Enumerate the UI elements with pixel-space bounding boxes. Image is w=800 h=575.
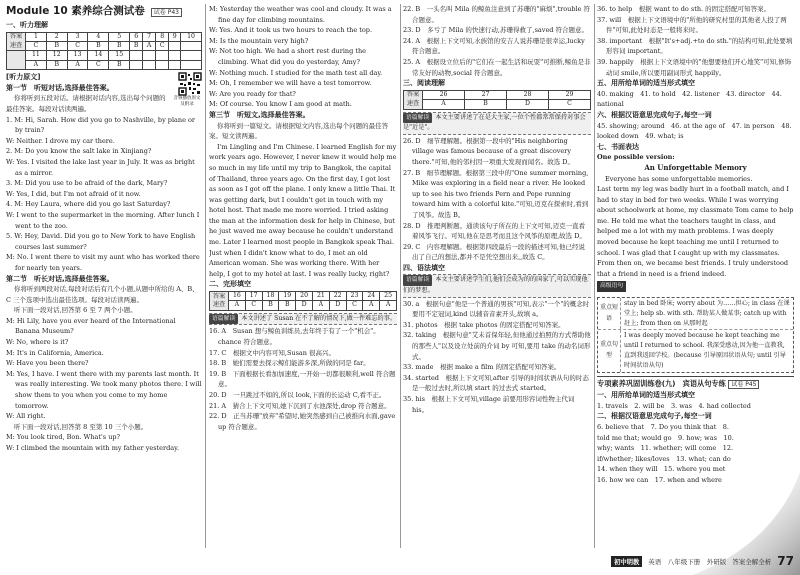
qnum: 3 [67, 32, 88, 41]
dialogue-line: W: All right. [6, 412, 46, 421]
part3-title: 第三节 听短文,选择最佳答案。 [209, 110, 310, 119]
qnum: 10 [181, 32, 202, 41]
dialogue-line: W: No, where is it? [6, 338, 69, 347]
answer-explanation: 31. photos 根据 take photos 的固定搭配可知答案。 [403, 320, 565, 329]
qnum: 28 [507, 90, 549, 99]
dialogue-line: M: Hi Lily, have you ever heard of the International Banana Museum? [6, 316, 176, 336]
qnum: 21 [312, 292, 329, 301]
answer-table-label: 答案速查 [210, 292, 229, 311]
tip-label: 语篇解读 [209, 314, 238, 325]
answer-explanation: 39. happily 根据上下文语境中的"他想要他们开心地笑"可知,修饰动词 smile,所以要用副词形式 happily。 [597, 57, 792, 77]
qnum: 15 [109, 51, 130, 60]
module-title [6, 4, 202, 20]
answer-explanation: 29. C 内容理解题。根据第四段最后一段的描述可知,他已经说出了自己的想法,都并不是凭空想出来,,故选 C。 [403, 242, 585, 262]
phrase-box [597, 297, 794, 373]
dialogue-line: W: Yes, I did, but I'm not afraid of it now. [6, 189, 141, 198]
qnum: 24 [363, 292, 380, 301]
part2-title: 第二节 听长对话,选择最佳答案。 [6, 274, 114, 283]
phrase-value: stay in bed 卧床; worry about 为……担心; in class 在课堂上; help sb. with sth. 帮助某人做某事; catch up with 赶上; from then on 从那时起 [624, 300, 790, 327]
column-2 [209, 4, 397, 550]
listening-script-title: [听力原文] [6, 73, 41, 82]
qnum: 22 [329, 292, 346, 301]
answer-cell: C [26, 42, 47, 51]
column-4 [597, 4, 794, 550]
part3-desc: 你将听到一篇短文。请根据短文内容,选出每个问题的最佳答案。短文读两遍。 [209, 121, 389, 141]
dialogue-line: 3. M: Did you use to be afraid of the dark, Mary? [6, 179, 168, 188]
column-divider [400, 4, 401, 548]
page-number: 77 [777, 554, 794, 568]
qnum: 7 [143, 32, 156, 41]
qnum: 5 [109, 32, 130, 41]
special-ref: 试卷 P45 [728, 380, 759, 389]
answer-cell: C [549, 100, 591, 109]
qnum: 17 [245, 292, 262, 301]
module-title-text: Module 10 素养综合测试卷 [6, 5, 145, 17]
answer-explanation: 22. D 正当苏珊"放弃"希望时,她突然感到自己被推向水面,gave up 符合题意。 [209, 412, 396, 431]
tip-text: 本文讲述了 Susan 在不了解的情况下,做一件难忘的事。 [241, 314, 397, 322]
essay-title: An Unforgettable Memory [644, 162, 747, 172]
answer-explanation: 34. started 根据上下文可知,after 引导的时间状语从句的时态是一般过去时,所以填 start 的过去式 started。 [403, 373, 589, 393]
answer-table-label: 答案速查 [7, 32, 26, 51]
qnum: 19 [279, 292, 296, 301]
dialogue-line: 4. M: Hey Laura, where did you go last Saturday? [6, 200, 171, 209]
passage-tip [209, 313, 397, 326]
answer-cell: A [312, 301, 329, 310]
answer-cell: B [279, 301, 296, 310]
complete-sentences-answers: 45. showing; around 46. at the age of 47. in person 48. looked down 49. what; is [597, 121, 792, 141]
qnum: 26 [423, 90, 465, 99]
dialogue-line: W: I went to the supermarket in the morning. After lunch I went to the zoo. [6, 210, 200, 230]
dialogue-line: M: Yesterday the weather was cool and cloudy. It was a fine day for climbing mountains. [209, 5, 392, 24]
answer-cell: C [67, 42, 88, 51]
part2-sub: 听下面一段对话,回答第 6 至 7 两个小题。 [14, 306, 137, 315]
dialogue-line: M: Oh, I remember we will have a test tomorrow. [209, 79, 372, 88]
answer-explanation: 32. taking 根据句意"艾未首保年轻,但他通过拍照的方式帮助他的那些人"以及设立处前的介词 by 可知,要用 take 的动名词形式。 [403, 331, 591, 361]
qnum: 16 [229, 292, 246, 301]
qnum: 1 [26, 32, 47, 41]
dialogue-line: 听下面一段对话,回答第 8 至第 10 三个小题。 [14, 422, 148, 431]
answer-cell: A [67, 60, 88, 69]
answer-cell: B [46, 42, 67, 51]
dialogue-line: M: No. I went there to visit my aunt who has worked there for nearly ten years. [6, 253, 200, 272]
phrase-row [598, 330, 793, 371]
tip-text: 本文主要讲述学生们,他们会成为的的国家了,可以实现他们的梦想。 [403, 276, 588, 295]
answer-cell: B [88, 42, 109, 51]
phrase-row [598, 298, 793, 330]
answer-table-3 [403, 90, 591, 110]
dialogue-line: M: Yes, I have. I went there with my parents last month. It was really interesting. We took many photos there. I will show them to you when you come to my home tomorrow. [6, 369, 202, 410]
special-section-1: 一、用所给单词的适当形式填空 [597, 391, 695, 400]
dialogue-line: W: Yes. And it took us two hours to reach the top. [209, 26, 373, 35]
answer-cell: D [329, 301, 346, 310]
qr-code-icon[interactable] [178, 72, 202, 96]
answer-cell: B [262, 301, 279, 310]
answer-explanation: 20. D 一旦跳过不如的,所以 look,下面的长运动 C,看不正。 [209, 391, 386, 399]
qnum: 12 [46, 51, 67, 60]
answer-cell: B [109, 60, 130, 69]
dialogue-line: W: Neither. I drove my car there. [6, 136, 115, 145]
answer-explanation: 25. A 根据设立位后的"它们在一起生活和玩耍"可推断,鲸鱼是非常友好的动物,social 符合题意。 [403, 57, 591, 77]
tip-text: 本文主要讲述了在是大主家,一位个性都常常保持对事会是"近是"。 [403, 113, 586, 132]
answer-explanation: 16. A Susan 想与鲸鱼训练员,去年终于有了一个"机会"。chance 符合题意。 [209, 327, 380, 347]
qnum: 18 [262, 292, 279, 301]
passage-tip [403, 274, 591, 297]
answer-cell: B [46, 60, 67, 69]
version-label: One possible version: [597, 153, 675, 162]
section-listening: 一、听力理解 [6, 21, 48, 29]
footer-brand: 初中明教 [611, 556, 642, 567]
special-title [597, 376, 794, 391]
section-grammar: 四、语法填空 [403, 263, 445, 272]
answer-explanation: 36. to help 根据 want to do sth. 的固定搭配可知答案。 [597, 5, 771, 13]
passage-tip [403, 112, 591, 135]
answer-cell: A [26, 60, 47, 69]
column-divider [594, 4, 595, 548]
page-footer [594, 553, 794, 569]
answer-cell: B [130, 42, 143, 51]
phrase-key: 重点短语 [598, 298, 621, 329]
answer-explanation: 22. B 一头名叫 Mila 的鲸鱼注意到了苏珊的"麻烦",trouble 符合题意。 [403, 5, 591, 24]
answer-cell: C [88, 60, 109, 69]
answer-table-label: 答案速查 [404, 90, 423, 109]
column-3 [403, 4, 591, 550]
phrase-key: 重点句型 [598, 330, 621, 371]
section-writing: 七、书面表达 [597, 142, 639, 151]
dialogue-line: W: Nothing much. I studied for the math test all day. [209, 68, 383, 77]
dialogue-line: W: Yes. I visited the lake last year in July. It was as bright as a mirror. [6, 157, 195, 177]
column-divider [205, 4, 206, 548]
answer-cell: C [346, 301, 363, 310]
phrase-value: I was deeply moved because he kept teaching me until I returned to school. 我深受感动,因为他一直教我,直到我返回学校。(because 引导原因状语从句; until 引导时间状语从句) [624, 332, 786, 369]
answer-table-label [7, 51, 26, 70]
tip-label: 语篇解读 [403, 113, 432, 124]
answer-cell: D [296, 301, 313, 310]
answer-table-2 [209, 291, 397, 311]
dialogue-line: 5. W: Hey, David. Did you go to New York to have English courses last summer? [6, 232, 196, 251]
qnum: 13 [67, 51, 88, 60]
answer-explanation: 18. B 她们需要去探示鲸们能游多深,所做的同是 far。 [209, 359, 370, 368]
answer-cell: D [507, 100, 549, 109]
qnum: 9 [169, 32, 181, 41]
answer-explanation: 17. C 根据文中内容可知,Susan 很高兴。 [209, 348, 336, 357]
column-1 [6, 4, 202, 550]
dialogue-line: W: Are you ready for that? [209, 89, 296, 98]
special-title-text: 专项素养巩固训练卷(九) 宾语从句专练 [597, 378, 726, 388]
listening-passage: I'm Lingling and I'm Chinese. I learned English for my work years ago. However, I never knew it would help me so much in my life until my trip to Bangkok, the capital of Thailand, three years ago. On the first day, I got lost as soon as I got off the plane. I only knew a little Thai. It was getting dark, but I couldn't get in touch with my hotel host. That made me more worried. I tried asking the man at the information desk for help in Chinese, but he just waved me away because he couldn't understand me. Later I learned most people in Bangkok speak Thai. Just when I didn't know what to do, I met an old American woman. She was working there. With her help, I got to my hotel at last. I was really lucky, right? [209, 142, 397, 278]
word-forms-answers: 40. making 41. to hold 42. listener 43. director 44. national [597, 89, 782, 109]
answer-explanation: 37. will 根据上下文语境中的"所他的研究村里的其他老人投了两件"可知,此处时态是一般将来时。 [597, 15, 787, 35]
answer-cell: A [143, 42, 156, 51]
dialogue-line: 1. M: Hi, Sarah. How did you go to Nashville, by plane or by train? [6, 115, 196, 135]
qnum: 4 [88, 32, 109, 41]
answer-explanation: 21. A 猜合上下文可知,她下沉到了水池深处,drop 符合题意。 [209, 401, 391, 410]
answer-cell: A [229, 301, 246, 310]
answer-explanation: 27. B 细节理解题。根据第三段中的"One summer morning, Mike was exploring in a field near a river. He looked up to see his two friends Pern and Pepe running toward him with a colorful kite."可知,迈克在探索时,看到了风筝。故选 B。 [403, 168, 589, 219]
answer-explanation: 28. D 推理判断题。通读该句子所在的上下文可知,迈克一直看着风筝飞行。可知,他在是思考而且这个风筝的原理,故选 D。 [403, 221, 586, 241]
answer-cell [169, 42, 181, 51]
qnum: 14 [88, 51, 109, 60]
special-answers-1: 1. travels 2. will be 3. was 4. had collected [597, 401, 751, 410]
answer-explanation: 23. D 多亏了 Mila 的快速行动,苏珊得救了,saved 符合题意。 [403, 26, 589, 35]
answer-cell: C [245, 301, 262, 310]
module-ref: 试卷 P43 [151, 8, 182, 17]
dialogue-line: 2. M: Do you know the salt lake in Xinjiang? [6, 147, 152, 156]
dialogue-line: W: Not too high. We had a short rest during the climbing. What did you do yesterday, Amy? [209, 47, 366, 66]
qr-note: 音频播放原文及附录 [173, 96, 201, 108]
answer-explanation: 38. important 根据"It's+adj.+to do sth."的结构可知,此处要填形容词 important。 [597, 36, 793, 56]
section-word-forms: 五、用所给单词的适当形式填空 [597, 79, 695, 88]
section-reading: 三、阅读理解 [403, 79, 445, 88]
answer-table-1 [6, 32, 202, 71]
tip-label: 语篇解读 [403, 275, 432, 286]
part1-desc: 你将听到五段对话。请根据对话内容,选出每个问题的最佳答案。每段对话读两遍。 [6, 94, 166, 113]
special-section-2: 二、根据汉语意思完成句子,每空一词 [597, 412, 712, 421]
answer-explanation: 33. made 根据 make a film 的固定搭配可知答案。 [403, 363, 561, 372]
dialogue-line: M: Of course. You know I am good at math. [209, 100, 352, 109]
special-answers-2: 6. believe that 7. Do you think that 8. told me that; would go 9. how; was 10. why; wants 11. whether; will come 12. if/whether; likes/loves 13. what; can do 14. when they will 15. where you met 16. how we can 17. when and where [597, 422, 738, 484]
qnum: 23 [346, 292, 363, 301]
answer-cell: A [380, 301, 397, 310]
footer-suffix: 答案全解全析 [732, 557, 772, 566]
qnum: 25 [380, 292, 397, 301]
dialogue-line: W: I climbed the mountain with my father yesterday. [6, 444, 180, 452]
highlight-label: 高级语句 [597, 281, 626, 292]
section-cloze: 二、完形填空 [209, 280, 251, 289]
answer-explanation: 35. his 根据上下文可知,village 前要用形容词性物主代词 his。 [403, 395, 575, 414]
answer-explanation: 24. A 根据上下文可知,水族馆的安吉人说苏珊是很幸运,lucky 符合题意。 [403, 36, 585, 56]
dialogue-line: M: Is the mountain very high? [209, 36, 309, 45]
part2-desc: 你将听到两段对话,每段对话后有几个小题,从题中所给的 A、B、C 三个选项中选出最佳选项。每段对话读两遍。 [6, 285, 199, 304]
dialogue-line: W: Have you been there? [6, 359, 89, 368]
qnum: 2 [46, 32, 67, 41]
essay-body: Everyone has some unforgettable memories. Last term my leg was badly hurt in a football match, and I had to stay in bed for two weeks. While I was worrying about schoolwork at home, my classmate Tom came to help me. He told me what the teachers taught in class, and helped me a lot with my math problems. I was deeply moved because he kept teaching me until I returned to school. I was glad that I caught up with my classmates. From then on, we became best friends. I truly understood that a friend in need is a friend indeed. [597, 174, 794, 278]
qnum: 8 [156, 32, 169, 41]
qnum: 27 [465, 90, 507, 99]
answer-cell: A [363, 301, 380, 310]
answer-explanation: 30. a 根据句意"他是一个普通的男孩"可知,表示"一个"的概念时要用不定冠词,kind 以辅音音素开头,故填 a。 [403, 299, 590, 319]
qnum: 6 [130, 32, 143, 41]
answer-cell: B [465, 100, 507, 109]
section-complete-sentences: 六、根据汉语意思完成句子,每空一词 [597, 110, 712, 119]
answer-explanation: 26. D 细节理解题。根据第一段中的"His neighboring village was famous because of a great discovery there."可知,他的邻村因一项重大发现而闻名。故选 D。 [403, 136, 574, 166]
dialogue-line: M: You look tired, Bon. What's up? [6, 433, 121, 442]
qnum: 20 [296, 292, 313, 301]
qnum: 29 [549, 90, 591, 99]
qnum: 11 [26, 51, 47, 60]
footer-text: 英语 八年级下册 外研版 [648, 557, 727, 566]
part1-title: 第一节 听短对话,选择最佳答案。 [6, 83, 114, 92]
answer-cell [181, 42, 202, 51]
answer-cell: B [109, 42, 130, 51]
answer-cell: A [423, 100, 465, 109]
dialogue-line: M: It's in California, America. [6, 348, 104, 357]
answer-explanation: 19. B 下面根据长看加加速度,一开始一切都很顺利,well 符合题意。 [209, 369, 396, 389]
answer-cell: C [156, 42, 169, 51]
